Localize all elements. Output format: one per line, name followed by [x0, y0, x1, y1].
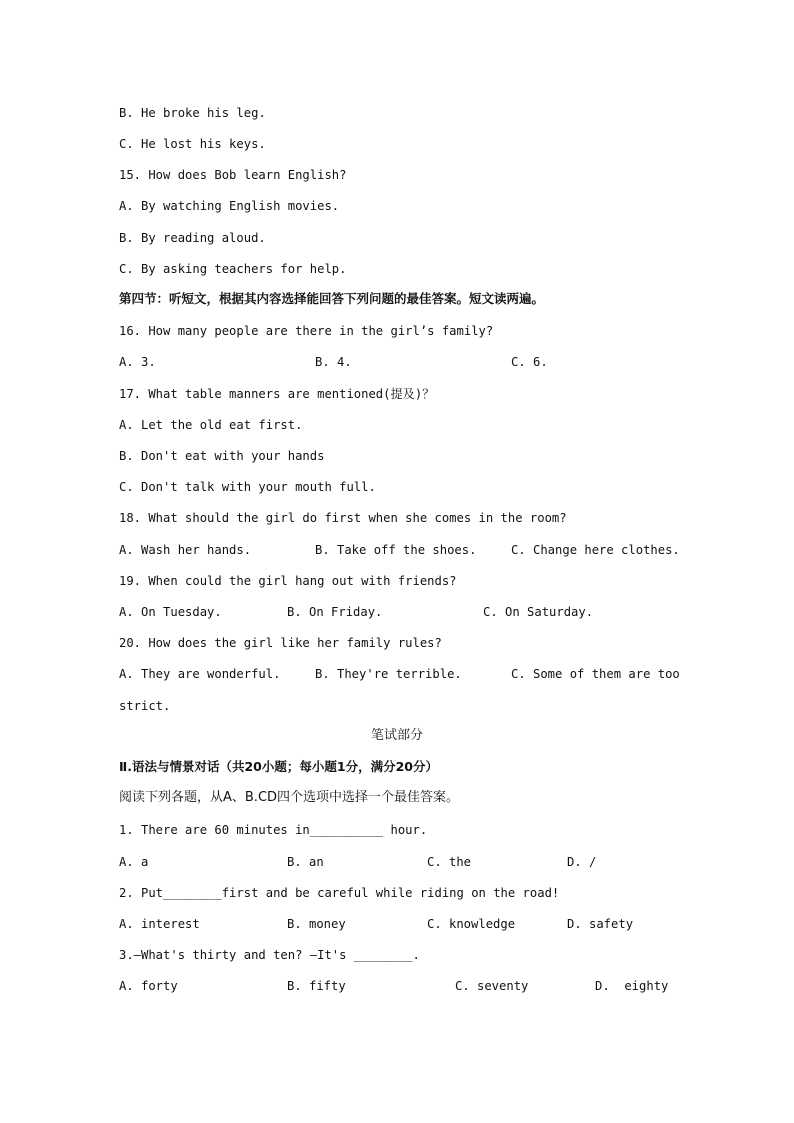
q14-option-c: C. He lost his keys. — [119, 137, 266, 151]
q3-option-d: D. eighty — [595, 979, 669, 993]
q17-stem: 17. What table manners are mentioned(提及)？ — [119, 387, 435, 401]
q17-option-b: B. Don't eat with your hands — [119, 449, 325, 463]
q1-option-c: C. the — [427, 855, 472, 869]
q20-option-b: B. They're terrible. — [315, 667, 462, 681]
q16-option-a: A. 3. — [119, 355, 156, 369]
q2-option-b: B. money — [287, 917, 346, 931]
q3-option-c: C. seventy — [455, 979, 529, 993]
q15-option-a: A. By watching English movies. — [119, 199, 340, 213]
q1-option-b: B. an — [287, 855, 324, 869]
q15-option-b: B. By reading aloud. — [119, 231, 266, 245]
written-part-title: 笔试部分 — [370, 728, 423, 743]
q19-option-c: C. On Saturday. — [483, 605, 594, 619]
q15-option-c: C. By asking teachers for help. — [119, 262, 347, 276]
q18-option-c: C. Change here clothes. — [511, 543, 680, 557]
q19-stem: 19. When could the girl hang out with friends? — [119, 574, 457, 588]
q18-option-a: A. Wash her hands. — [119, 543, 252, 557]
q20-stem: 20. How does the girl like her family rules? — [119, 636, 442, 650]
q2-option-d: D. safety — [567, 917, 634, 931]
q2-option-a: A. interest — [119, 917, 200, 931]
q1-option-d: D. / — [567, 855, 597, 869]
q3-option-a: A. forty — [119, 979, 178, 993]
q17-option-a: A. Let the old eat first. — [119, 418, 303, 432]
q20-option-c: C. Some of them are too — [511, 667, 680, 681]
section2-heading: Ⅱ.语法与情景对话（共20小题；每小题1分，满分20分） — [119, 759, 438, 774]
q17-option-c: C. Don't talk with your mouth full. — [119, 480, 376, 494]
q2-option-c: C. knowledge — [427, 917, 516, 931]
q16-option-b: B. 4. — [315, 355, 352, 369]
q19-option-b: B. On Friday. — [287, 605, 383, 619]
q20-option-a: A. They are wonderful. — [119, 667, 281, 681]
section4-heading: 第四节：听短文，根据其内容选择能回答下列问题的最佳答案。短文读两遍。 — [119, 291, 545, 306]
q3-option-b: B. fifty — [287, 979, 346, 993]
q16-option-c: C. 6. — [511, 355, 548, 369]
q16-stem: 16. How many people are there in the girl’s family? — [119, 324, 494, 338]
q1-stem: 1. There are 60 minutes in__________ hour. — [119, 823, 428, 837]
q19-option-a: A. On Tuesday. — [119, 605, 222, 619]
q2-stem: 2. Put________first and be careful while riding on the road! — [119, 886, 560, 900]
q15-stem: 15. How does Bob learn English? — [119, 168, 347, 182]
q18-option-b: B. Take off the shoes. — [315, 543, 477, 557]
q3-stem: 3.—What's thirty and ten? —It's ________. — [119, 948, 420, 962]
q20-option-c-continuation: strict. — [119, 699, 171, 713]
q18-stem: 18. What should the girl do first when she comes in the room? — [119, 511, 567, 525]
section2-instruction: 阅读下列各题，从A、B.CD四个选项中选择一个最佳答案。 — [119, 790, 460, 805]
q14-option-b: B. He broke his leg. — [119, 106, 266, 120]
q1-option-a: A. a — [119, 855, 149, 869]
